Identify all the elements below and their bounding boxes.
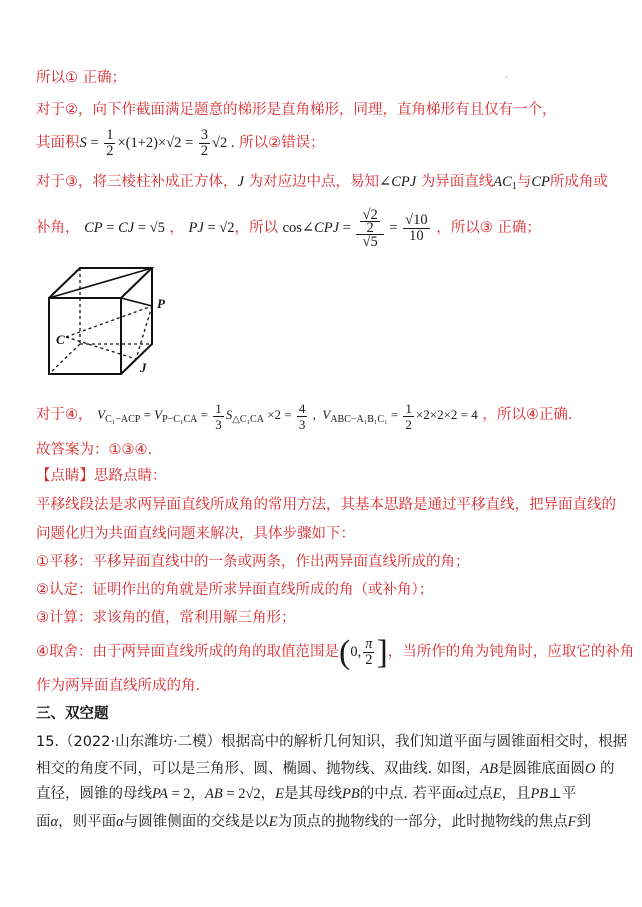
text-q15-l1: 15.（2022·山东潍坊·二模）根据高中的解析几何知识，我们知道平面与圆锥面相交时，根据 <box>36 734 628 750</box>
line-14 <box>36 633 635 671</box>
text-l14-prefix: ④取舍：由于两异面直线所成的角的取值范围是 <box>36 644 339 660</box>
text-l6-prefix: 对于④， <box>36 407 93 423</box>
text-q15-l3f: 过点 <box>463 786 493 802</box>
label-j: J <box>140 360 147 375</box>
text-q15-l4c: 与圆锥侧面的交线是以 <box>123 814 269 830</box>
text-l4: 对于③，将三棱柱补成正方体， <box>36 174 238 190</box>
scan-dot: · <box>505 73 508 83</box>
text-q15-l3b: ， <box>190 786 206 802</box>
text-l12: ②认定：证明作出的角就是所求异面直线所成的角（或补角）； <box>36 582 434 598</box>
line-8 <box>36 466 606 486</box>
text-l14-suffix: ，当所作的角为钝角时，应取它的补角 <box>387 644 635 660</box>
dashed-cj <box>66 337 136 359</box>
text-l2: 对于②，向下作截面满足题意的梯形是直角梯形，同理，直角梯形有且仅有一个， <box>36 102 557 118</box>
hidden-edge-left <box>49 344 80 374</box>
q15-line-1 <box>36 732 628 752</box>
text-l3-prefix: 其面积 <box>36 135 80 151</box>
text-q15-l4b: ，则平面 <box>58 814 117 830</box>
text-q15-l3c: ， <box>260 786 276 802</box>
line-7 <box>36 440 606 460</box>
line-13 <box>36 608 606 628</box>
interval-0-pi-2: (0, $\frac{\pi}{2}$ ] <box>339 633 388 671</box>
line-10 <box>36 524 606 544</box>
text-l1: 所以① 正确； <box>36 70 127 86</box>
text-q15-l4a: 面 <box>36 814 51 830</box>
text-q15-l3d: 是其母线 <box>284 786 343 802</box>
line-5: 补角， CP = CJ = √5 ， PJ = √2，所以 cos∠CPJ = $\frac{\frac{√2}{2}}{√5}$ = $\frac{√10}{10}$ ，所以③ 正确； <box>36 206 541 250</box>
cube-figure <box>44 262 174 380</box>
text-l8: 【点睛】思路点睛： <box>36 468 167 484</box>
line-11 <box>36 552 606 572</box>
line-9 <box>36 495 616 515</box>
line-3 <box>36 126 606 160</box>
text-q15-l3e: 的中点. 若平面 <box>359 786 456 802</box>
line-12 <box>36 580 606 600</box>
text-q15-l4e: 到 <box>576 814 591 830</box>
line-4: 对于③，将三棱柱补成正方体，J 为对应边中点，易知∠CPJ 为异面直线$AC_1$与CP所成角或 <box>36 174 608 192</box>
text-l3-suffix: 所以②错误； <box>239 135 325 151</box>
text-q15-l3a: 直径，圆锥的母线 <box>36 786 152 802</box>
section-heading <box>36 704 606 724</box>
text-q15-l2: 相交的角度不同，可以是三角形、圆、椭圆、抛物线、双曲线. 如图， <box>36 761 481 777</box>
line-15 <box>36 676 606 696</box>
text-l7: 故答案为：①③④. <box>36 442 153 458</box>
text-l11: ①平移：平移异面直线中的一条或两条，作出两异面直线所成的角； <box>36 554 470 570</box>
q15-line-4: 面α，则平面α与圆锥侧面的交线是以E为顶点的抛物线的一部分，此时抛物线的焦点F到 <box>36 814 591 830</box>
line-2 <box>36 100 606 120</box>
text-l5-mid: ，所以 <box>234 220 278 236</box>
text-q15-l3h: 平 <box>561 786 577 802</box>
text-q15-l2b: 是圆锥底面圆 <box>497 761 585 777</box>
q15-line-3: 直径，圆锥的母线PA = 2，AB = 2√2，E是其母线PB的中点. 若平面α过点E，且PB⊥平 <box>36 786 577 802</box>
line-to-p <box>121 298 152 306</box>
text-l9: 平移线段法是求两异面直线所成角的常用方法，其基本思路是通过平移直线，把异面直线的 <box>36 497 616 513</box>
text-l4-mid: 为对应边中点，易知 <box>248 174 380 190</box>
text-l10: 问题化归为共面直线问题来解决，具体步骤如下： <box>36 526 355 542</box>
label-c: C <box>56 332 65 347</box>
label-p: P <box>157 296 165 311</box>
q15-line-2: 相交的角度不同，可以是三角形、圆、椭圆、抛物线、双曲线. 如图，AB是圆锥底面圆O 的 <box>36 761 615 777</box>
text-l13: ③计算：求该角的值，常利用解三角形； <box>36 610 296 626</box>
text-l15: 作为两异面直线所成的角. <box>36 678 201 694</box>
text-l4-end: 所成角或 <box>549 174 608 190</box>
text-l5-suffix: ，所以③ 正确； <box>436 220 541 236</box>
text-l6-suffix: ，所以④正确. <box>482 407 573 423</box>
text-l4-mid2: 为异面直线 <box>420 174 494 190</box>
text-q15-l4d: 为顶点的抛物线的一部分，此时抛物线的焦点 <box>277 814 568 830</box>
text-section: 三、双空题 <box>36 706 109 722</box>
line-1 <box>36 68 606 88</box>
text-q15-l3g: ，且 <box>501 786 531 802</box>
dashed-cp <box>66 306 152 337</box>
line-6: 对于④， $V_{C_1-ACP} = V_{P-C_1CA}$ = $\frac{1}{3}$ $S_{\triangle C_1CA} \times 2$ = $\frac{4}{3}$ , $V_{ABC-A_1B_1C_1}$ = $\frac{1}{2}$ ×2×2×2 = 4 ，所以④正确. <box>36 400 573 432</box>
area-formula: S = $\frac{1}{2}$ ×(1+2)×√2 = $\frac{3}{2}$ √2 . <box>79 127 235 160</box>
text-l5-prefix: 补角， <box>36 220 80 236</box>
